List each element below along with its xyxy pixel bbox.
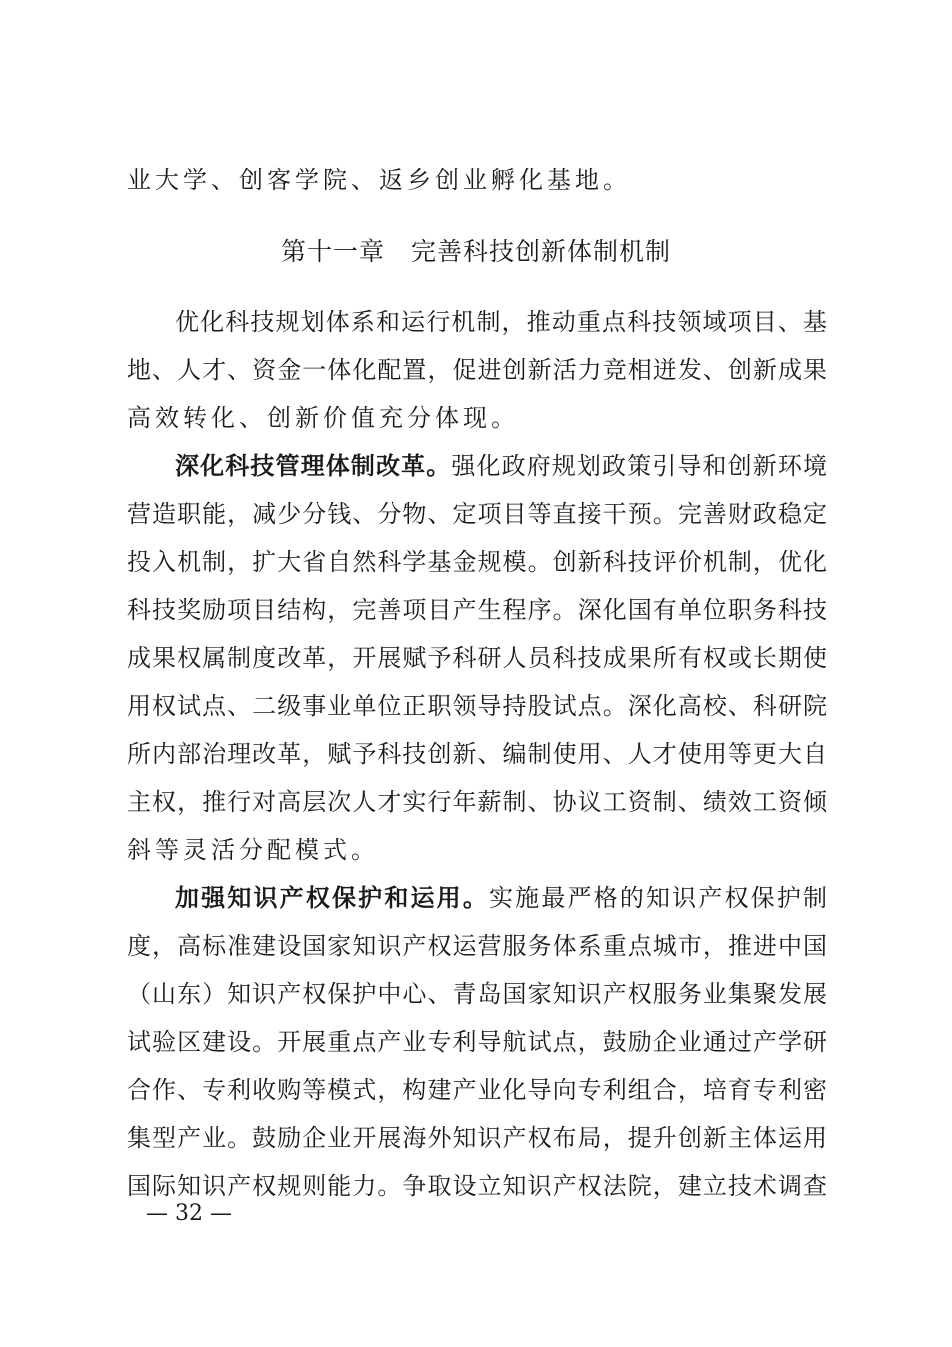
paragraph-line: 科技奖励项目结构，完善项目产生程序。深化国有单位职务科技 — [127, 596, 827, 624]
chapter-heading: 第十一章 完善科技创新体制机制 — [280, 237, 671, 266]
paragraph-line: （山东）知识产权保护中心、青岛国家知识产权服务业集聚发展 — [127, 980, 827, 1008]
paragraph-line: 营造职能，减少分钱、分物、定项目等直接干预。完善财政稳定 — [127, 500, 827, 528]
paragraph-line: 合作、专利收购等模式，构建产业化导向专利组合，培育专利密 — [127, 1076, 827, 1104]
paragraph-line: 所内部治理改革，赋予科技创新、编制使用、人才使用等更大自 — [127, 740, 827, 768]
paragraph-line: 度，高标准建设国家知识产权运营服务体系重点城市，推进中国 — [127, 932, 827, 960]
section-reform-first-line — [175, 446, 827, 486]
paragraph-line: 成果权属制度改革，开展赋予科研人员科技成果所有权或长期使 — [127, 644, 827, 672]
section-text: 实施最严格的知识产权保护制 — [489, 884, 827, 912]
continuation-line: 业大学、创客学院、返乡创业孵化基地。 — [127, 166, 631, 194]
paragraph-line: 主权，推行对高层次人才实行年薪制、协议工资制、绩效工资倾 — [127, 788, 827, 816]
paragraph-line: 斜等灵活分配模式。 — [127, 836, 379, 864]
paragraph-line: 国际知识产权规则能力。争取设立知识产权法院，建立技术调查 — [127, 1172, 827, 1200]
paragraph-line: 高效转化、创新价值充分体现。 — [127, 404, 519, 432]
paragraph-line: 地、人才、资金一体化配置，促进创新活力竞相迸发、创新成果 — [127, 356, 827, 384]
page-number: — 32 — — [146, 1201, 232, 1226]
paragraph-line: 试验区建设。开展重点产业专利导航试点，鼓励企业通过产学研 — [127, 1028, 827, 1056]
section-title: 加强知识产权保护和运用。 — [175, 883, 489, 912]
section-title: 深化科技管理体制改革。 — [175, 451, 452, 480]
paragraph-line: 集型产业。鼓励企业开展海外知识产权布局，提升创新主体运用 — [127, 1124, 827, 1152]
section-ip-first-line — [175, 878, 827, 918]
paragraph-line: 优化科技规划体系和运行机制，推动重点科技领域项目、基 — [175, 308, 827, 336]
section-text: 强化政府规划政策引导和创新环境 — [451, 452, 828, 480]
paragraph-line: 投入机制，扩大省自然科学基金规模。创新科技评价机制，优化 — [127, 548, 827, 576]
paragraph-line: 用权试点、二级事业单位正职领导持股试点。深化高校、科研院 — [127, 692, 827, 720]
